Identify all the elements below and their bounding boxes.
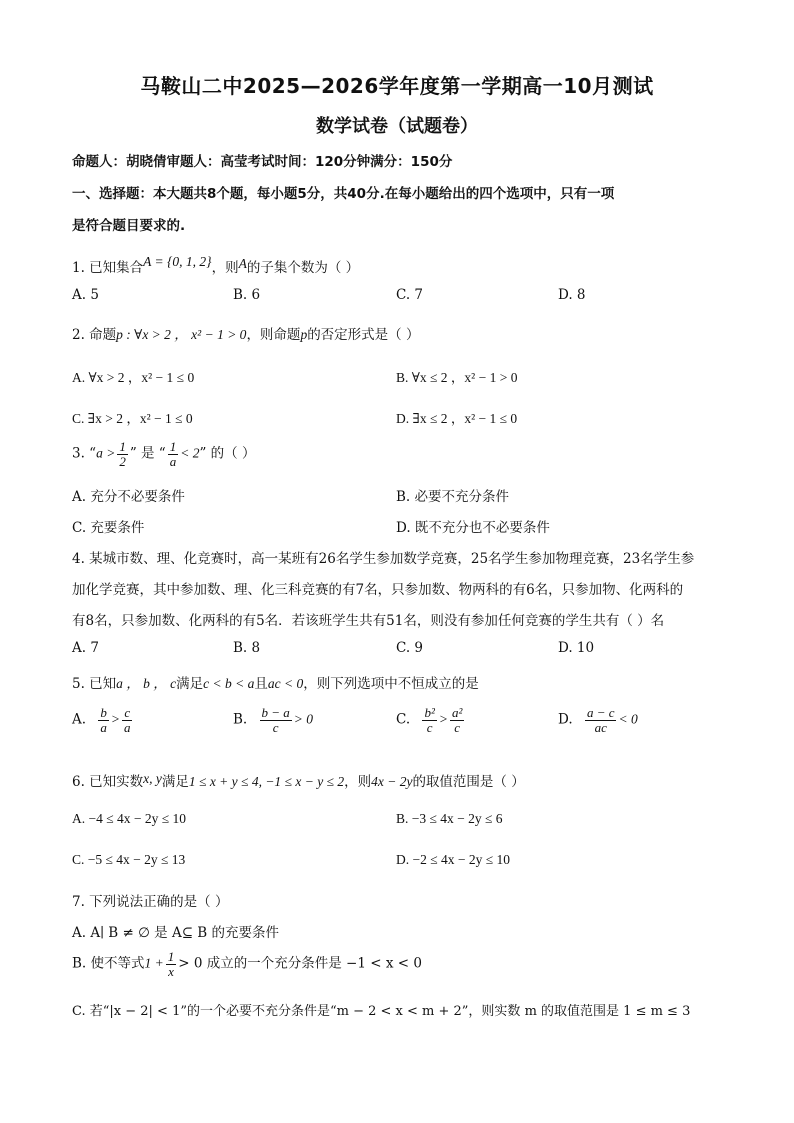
question-1-option-a: A. 5 — [72, 287, 99, 303]
question-6-option-c: C. −5 ≤ 4x − 2y ≤ 13 — [72, 852, 186, 867]
question-1-option-c: C. 7 — [396, 287, 424, 303]
question-2-option-c: C. ∃x > 2 ，x² − 1 ≤ 0 — [72, 411, 193, 426]
question-1-stem: 1. 已知集合A = {0, 1, 2}，则A的子集个数为（ ） — [72, 254, 360, 276]
exam-meta: 命题人：胡晓倩审题人：高莹考试时间：120分钟满分：150分 — [72, 154, 453, 170]
question-2-option-d: D. ∃x ≤ 2 ，x² − 1 ≤ 0 — [396, 411, 518, 426]
page-subtitle: 数学试卷（试题卷） — [316, 116, 478, 137]
section-heading-line1: 一、选择题：本大题共8个题，每小题5分，共40分.在每小题给出的四个选项中，只有一项 — [72, 186, 615, 202]
question-6-option-d: D. −2 ≤ 4x − 2y ≤ 10 — [396, 852, 511, 867]
question-5-stem: 5. 已知a ， b ， c满足c < b < a且ac < 0，则下列选项中不恒成立的是 — [72, 676, 479, 692]
question-5-option-a: A. $\frac{b}{a}$ > $\frac{c}{a}$ — [72, 705, 131, 735]
page-title: 马鞍山二中2025—2026学年度第一学期高一10月测试 — [140, 74, 654, 98]
question-4-option-b: B. 8 — [233, 640, 261, 656]
question-1-option-d: D. 8 — [558, 287, 586, 303]
question-5-option-b: B. $\frac{b - a}{c}$ > 0 — [233, 705, 314, 735]
question-6-option-b: B. −3 ≤ 4x − 2y ≤ 6 — [396, 811, 503, 826]
question-5-option-d: D. $\frac{a - c}{ac}$ < 0 — [558, 705, 638, 735]
question-7-stem: 7. 下列说法正确的是（ ） — [72, 894, 229, 910]
question-7-option-a: A. A∣ B ≠ ∅ 是 A⊆ B 的充要条件 — [72, 925, 280, 941]
question-7-option-b: B. 使不等式1 + $\frac{1}{x}$ > 0 成立的一个充分条件是 −1 < x < 0 — [72, 949, 422, 979]
question-7-option-c: C. 若“|x − 2| < 1”的一个必要不充分条件是“m − 2 < x < m + 2”，则实数 m 的取值范围是 1 ≤ m ≤ 3 — [72, 1004, 691, 1019]
question-3-stem: 3. “a > $\frac{1}{2}$ ” 是 “ $\frac{1}{a}$ < 2” 的（ ） — [72, 439, 256, 469]
question-5-option-c: C. $\frac{\text{b²}}{c}$ > $\frac{\text{a²}}{c}$ — [396, 705, 463, 735]
question-3-option-c: C. 充要条件 — [72, 520, 145, 536]
question-2-option-b: B. ∀x ≤ 2 ，x² − 1 > 0 — [396, 370, 518, 385]
question-1-option-b: B. 6 — [233, 287, 261, 303]
question-4-line-1: 4. 某城市数、理、化竞赛时，高一某班有26名学生参加数学竞赛，25名学生参加物理竞赛，23名学生参 — [72, 551, 695, 567]
question-4-option-c: C. 9 — [396, 640, 424, 656]
question-6-option-a: A. −4 ≤ 4x − 2y ≤ 10 — [72, 811, 187, 826]
section-heading-line2: 是符合题目要求的. — [72, 218, 186, 234]
question-3-option-a: A. 充分不必要条件 — [72, 489, 185, 505]
question-2-option-a: A. ∀x > 2 ，x² − 1 ≤ 0 — [72, 370, 195, 385]
question-6-stem: 6. 已知实数x, y满足1 ≤ x + y ≤ 4, −1 ≤ x − y ≤ 2，则4x − 2y的取值范围是（ ） — [72, 771, 525, 790]
question-4-option-a: A. 7 — [72, 640, 99, 656]
question-2-stem: 2. 命题p : ∀x > 2 ， x² − 1 > 0，则命题p的否定形式是（ ） — [72, 327, 420, 343]
question-4-line-3: 有8名，只参加数、化两科的有5名．若该班学生共有51名，则没有参加任何竞赛的学生共有（ ）名 — [72, 613, 665, 629]
question-3-option-b: B. 必要不充分条件 — [396, 489, 510, 505]
question-4-option-d: D. 10 — [558, 640, 595, 656]
question-3-option-d: D. 既不充分也不必要条件 — [396, 520, 550, 536]
question-4-line-2: 加化学竞赛，其中参加数、理、化三科竞赛的有7名，只参加数、物两科的有6名，只参加物、化两科的 — [72, 582, 684, 598]
